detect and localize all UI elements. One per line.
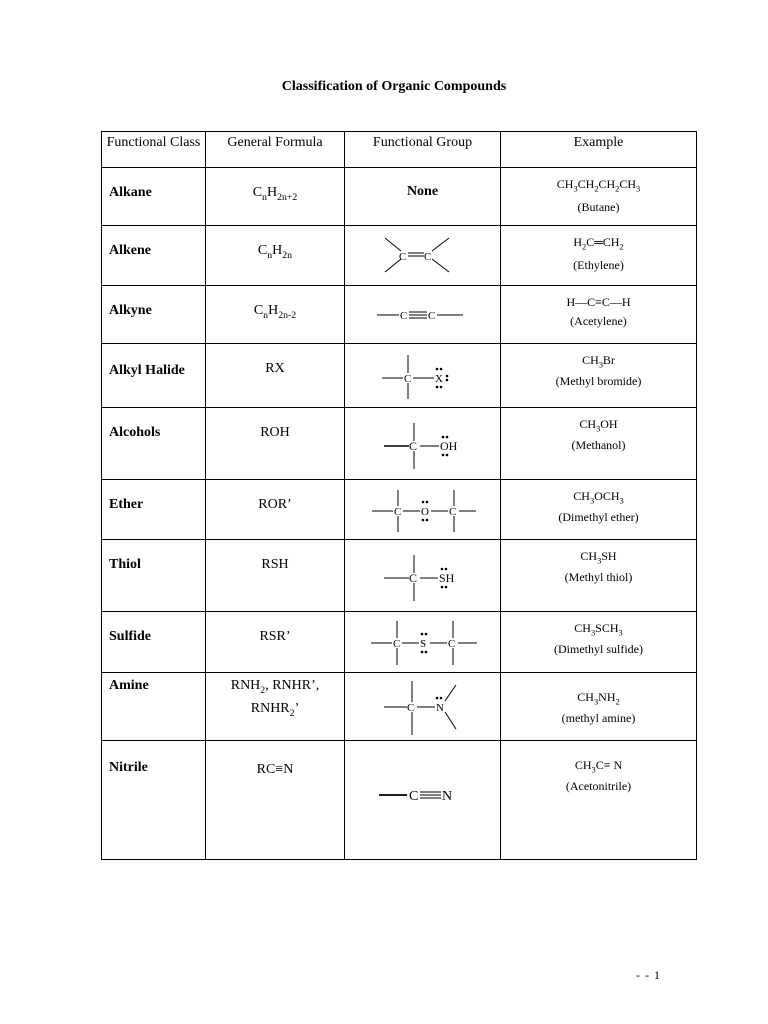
group-cell bbox=[345, 408, 501, 480]
group-cell bbox=[345, 741, 501, 860]
example-formula: $CH_3CH_2CH_2CH_3$ bbox=[556, 177, 641, 194]
example-name: (Methyl thiol) bbox=[564, 570, 633, 585]
class-cell: Thiol bbox=[102, 540, 206, 612]
example-formula: $CH_3OH$ bbox=[579, 417, 618, 434]
class-cell: Sulfide bbox=[102, 612, 206, 673]
svg-text:N: N bbox=[435, 701, 444, 714]
example-cell bbox=[501, 673, 697, 741]
group-cell bbox=[345, 344, 501, 408]
table-row bbox=[102, 480, 697, 540]
general-formula: RX bbox=[265, 361, 285, 376]
svg-text:C: C bbox=[423, 250, 431, 263]
example-cell bbox=[501, 168, 697, 226]
class-cell: Alkene bbox=[102, 226, 206, 286]
svg-text:C: C bbox=[408, 570, 417, 585]
example-name: (Acetylene) bbox=[570, 314, 627, 328]
example-formula: $CH_3C\equiv N$ bbox=[574, 758, 623, 775]
svg-text:SH: SH bbox=[438, 570, 454, 585]
group-cell bbox=[345, 168, 501, 226]
svg-text:C: C bbox=[448, 505, 456, 518]
svg-text:C: C bbox=[393, 505, 401, 518]
example-name: (Butane) bbox=[577, 200, 620, 215]
classification-table bbox=[101, 131, 697, 860]
general-formula: RSH bbox=[261, 557, 289, 572]
example-cell bbox=[501, 286, 697, 344]
group-cell bbox=[345, 673, 501, 741]
header-general-formula: General Formula bbox=[206, 132, 345, 168]
class-cell: Alkane bbox=[102, 168, 206, 226]
class-cell: Alkyl Halide bbox=[102, 344, 206, 408]
table-row bbox=[102, 540, 697, 612]
formula-cell bbox=[206, 480, 345, 540]
class-cell: Nitrile bbox=[102, 741, 206, 860]
table-row bbox=[102, 226, 697, 286]
formula-cell bbox=[206, 673, 345, 741]
header-example: Example bbox=[501, 132, 697, 168]
example-formula: $CH_3OCH_3$ bbox=[573, 489, 624, 506]
example-formula: $H_2C═CH_2$ bbox=[573, 235, 624, 252]
example-formula: $CH_3Br$ bbox=[582, 353, 615, 370]
svg-text:C: C bbox=[447, 638, 455, 650]
formula-cell bbox=[206, 226, 345, 286]
example-formula: $CH_3NH_2$ bbox=[577, 690, 620, 707]
nitrile-group-icon bbox=[375, 785, 471, 805]
group-cell bbox=[345, 540, 501, 612]
alkyne-triple-bond-icon bbox=[377, 305, 469, 325]
example-name: (methyl amine) bbox=[561, 711, 636, 726]
table-row bbox=[102, 168, 697, 226]
header-functional-group: Functional Group bbox=[345, 132, 501, 168]
table-row bbox=[102, 673, 697, 741]
example-cell bbox=[501, 612, 697, 673]
table-row bbox=[102, 741, 697, 860]
table-row bbox=[102, 408, 697, 480]
page-title: Classification of Organic Compounds bbox=[281, 79, 507, 94]
example-name: (Acetonitrile) bbox=[565, 779, 632, 794]
class-cell: Amine bbox=[102, 673, 206, 741]
group-cell bbox=[345, 480, 501, 540]
alkyl-halide-icon bbox=[378, 351, 468, 401]
table-row bbox=[102, 286, 697, 344]
example-name: (Dimethyl ether) bbox=[558, 510, 639, 525]
svg-text:N: N bbox=[441, 789, 452, 804]
class-cell: Alcohols bbox=[102, 408, 206, 480]
formula-cell bbox=[206, 168, 345, 226]
formula-cell bbox=[206, 540, 345, 612]
svg-text:C: C bbox=[408, 789, 418, 804]
svg-text:S: S bbox=[419, 638, 426, 650]
alkene-double-bond-icon bbox=[383, 236, 463, 276]
class-cell: Alkyne bbox=[102, 286, 206, 344]
sulfide-group-icon bbox=[367, 617, 479, 667]
svg-text:O: O bbox=[420, 505, 429, 518]
table-row bbox=[102, 344, 697, 408]
formula-cell bbox=[206, 344, 345, 408]
example-formula: $CH_3SH$ bbox=[580, 549, 617, 566]
svg-text:C: C bbox=[392, 638, 400, 650]
example-cell bbox=[501, 540, 697, 612]
example-formula: H—C≡C—H bbox=[566, 295, 631, 309]
general-formula: RSR’ bbox=[259, 629, 291, 644]
hydroxyl-group-icon bbox=[378, 417, 468, 471]
formula-cell bbox=[206, 612, 345, 673]
formula-cell bbox=[206, 408, 345, 480]
general-formula: $C_nH_{2n-2}$ bbox=[253, 303, 297, 321]
example-cell bbox=[501, 480, 697, 540]
example-name: (Methyl bromide) bbox=[555, 374, 642, 389]
example-formula: $CH_3SCH_3$ bbox=[574, 621, 623, 638]
group-cell bbox=[345, 286, 501, 344]
table-header-row bbox=[102, 132, 697, 168]
general-formula: RC≡N bbox=[256, 762, 294, 777]
general-formula: $C_nH_{2n+2}$ bbox=[252, 185, 298, 203]
group-cell bbox=[345, 226, 501, 286]
amine-group-icon bbox=[378, 677, 468, 737]
page-number: - - 1 bbox=[636, 968, 661, 982]
group-cell bbox=[345, 612, 501, 673]
example-cell bbox=[501, 226, 697, 286]
ether-group-icon bbox=[368, 486, 478, 534]
formula-cell bbox=[206, 741, 345, 860]
example-name: (Ethylene) bbox=[573, 258, 624, 273]
class-cell: Ether bbox=[102, 480, 206, 540]
svg-text:C: C bbox=[398, 250, 406, 263]
svg-text:C: C bbox=[408, 438, 417, 453]
example-cell bbox=[501, 741, 697, 860]
general-formula: ROH bbox=[260, 425, 290, 440]
example-name: (Methanol) bbox=[571, 438, 626, 453]
svg-text:C: C bbox=[427, 309, 435, 322]
svg-text:OH: OH bbox=[439, 438, 457, 453]
example-name: (Dimethyl sulfide) bbox=[554, 642, 643, 657]
general-formula: ROR’ bbox=[258, 497, 292, 512]
none-text: None bbox=[406, 184, 439, 199]
svg-text:C: C bbox=[403, 372, 411, 385]
formula-cell bbox=[206, 286, 345, 344]
example-cell bbox=[501, 408, 697, 480]
svg-text:C: C bbox=[406, 701, 414, 714]
svg-text:C: C bbox=[399, 309, 407, 322]
table-row bbox=[102, 612, 697, 673]
svg-text:X: X bbox=[434, 372, 443, 385]
general-formula: $C_nH_{2n}$ bbox=[257, 243, 293, 261]
thiol-group-icon bbox=[378, 549, 468, 603]
header-functional-class: Functional Class bbox=[102, 132, 206, 168]
example-cell bbox=[501, 344, 697, 408]
general-formula: $RNH_2$, RNHR’, $RNHR_2$’ bbox=[230, 678, 320, 719]
